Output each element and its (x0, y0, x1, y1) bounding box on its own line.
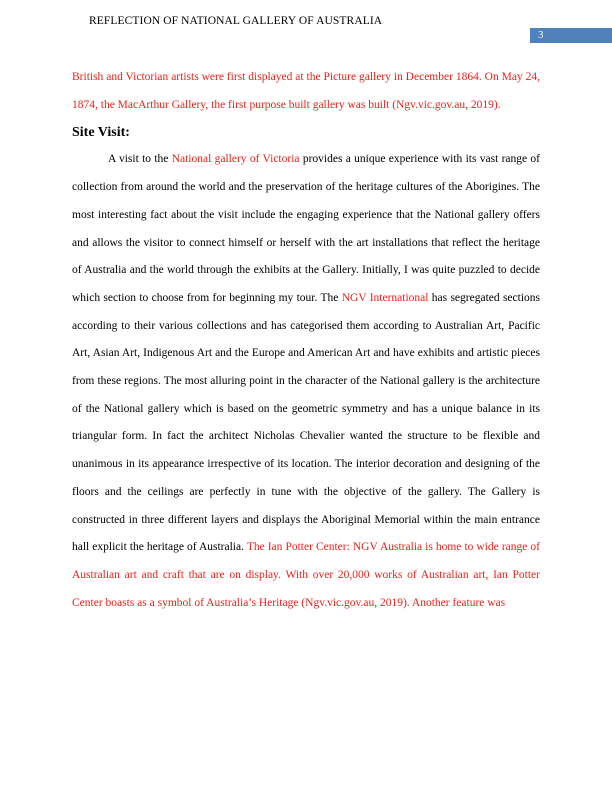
highlight-ian-potter-center: The Ian Potter Center: NGV Australia is home to wide range of Australian art and craft that are on display. With over 20,000 works of Australian art, Ian Potter Center boasts as a symbol of Australia’s Heritage (Ngv.vic.gov.au, 2019). Another feature was (72, 541, 540, 609)
paragraph-history: British and Victorian artists were first displayed at the Picture gallery in December 1864. On May 24, 1874, the MacArthur Gallery, the first purpose built gallery was built (Ngv.vic.gov.au, 2019). (72, 71, 540, 111)
paragraph-site-visit (72, 146, 540, 617)
text-run: has segregated sections according to their various collections and has categorised them according to Australian Art, Pacific Art, Asian Art, Indigenous Art and the Europe and American Art and have exhibits and artistic pieces from these regions. The most alluring point in the character of the National gallery is the architecture of the National gallery which is based on the geometric symmetry and has a unique balance in its triangular form. In fact the architect Nicholas Chevalier wanted the structure to be flexible and unanimous in its appearance irrespective of its location. The interior decoration and designing of the floors and the ceilings are perfectly in tune with the objective of the gallery. The Gallery is constructed in three different layers and displays the Aboriginal Memorial within the main entrance hall explicit the heritage of Australia. (72, 291, 541, 554)
document-body (72, 64, 540, 617)
text-run: provides a unique experience with its vast range of collection from around the world and the preservation of the heritage cultures of the Aborigines. The most interesting fact about the visit include the engaging experience that the National gallery offers and allows the visitor to connect himself or herself with the art installations that reflect the heritage of Australia and the world through the exhibits at the Gallery. Initially, I was quite puzzled to decide which section to choose from for beginning my tour. The (72, 153, 541, 304)
running-header: REFLECTION OF NATIONAL GALLERY OF AUSTRALIA (89, 15, 383, 27)
highlight-ngv-international: NGV International (341, 291, 429, 304)
page-number-badge: 3 (530, 28, 612, 43)
section-heading-site-visit: Site Visit: (72, 125, 130, 141)
text-run: A visit to the (108, 153, 172, 166)
highlight-ngv-victoria: National gallery of Victoria (171, 153, 300, 166)
